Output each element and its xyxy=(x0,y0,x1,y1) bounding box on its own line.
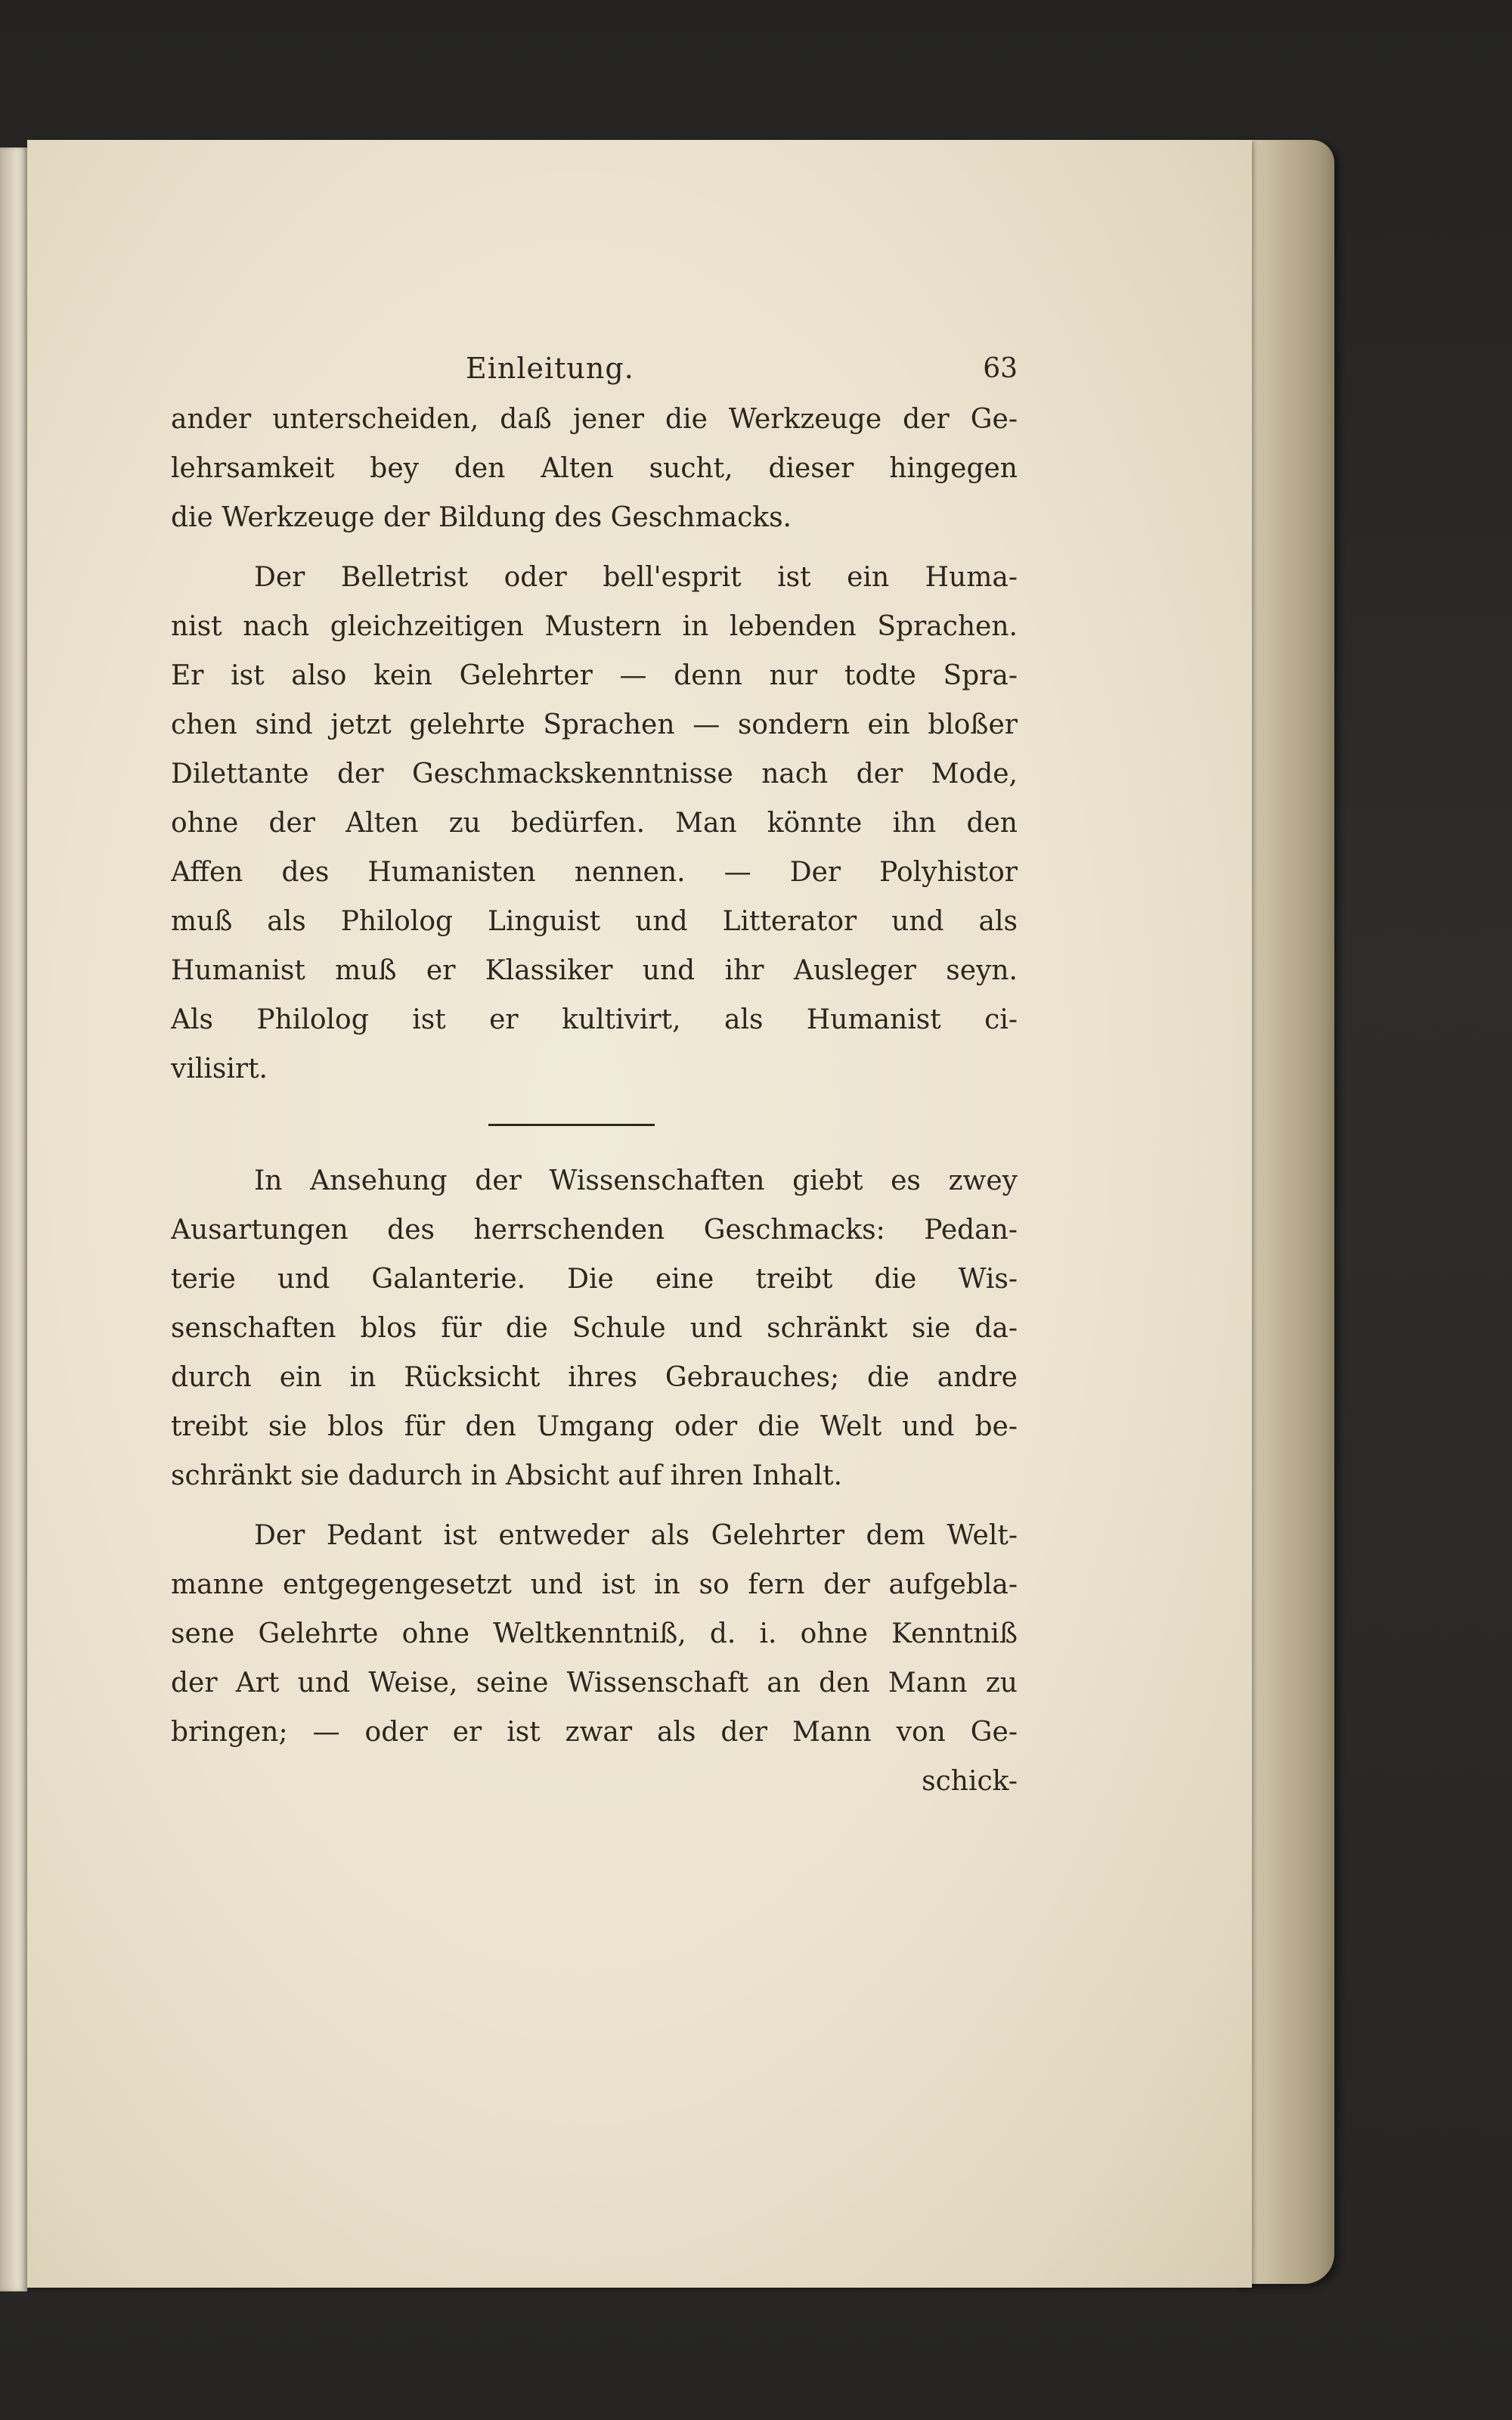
text-line: Dilettante der Geschmackskenntnisse nach der Mode, xyxy=(171,759,1018,790)
book-page xyxy=(27,140,1252,2288)
page-number: 63 xyxy=(983,353,1018,384)
paragraph-2 xyxy=(171,553,1018,1094)
text-line: sene Gelehrte ohne Weltkenntniß, d. i. ohne Kenntniß xyxy=(171,1618,1018,1649)
text-line: muß als Philolog Linguist und Litterator und als xyxy=(171,906,1018,937)
text-line: bringen; — oder er ist zwar als der Mann von Ge- xyxy=(171,1717,1018,1748)
catchword: schick- xyxy=(922,1766,1018,1797)
text-line: nist nach gleichzeitigen Mustern in lebenden Sprachen. xyxy=(171,611,1018,642)
text-line: ander unterscheiden, daß jener die Werkzeuge der Ge- xyxy=(171,404,1018,435)
text-line: chen sind jetzt gelehrte Sprachen — sondern ein bloßer xyxy=(171,709,1018,740)
text-line: Er ist also kein Gelehrter — denn nur todte Spra- xyxy=(171,660,1018,691)
text-line: Affen des Humanisten nennen. — Der Polyhistor xyxy=(171,857,1018,888)
text-line: Der Belletrist oder bell'esprit ist ein Huma- xyxy=(254,562,1018,593)
text-line: manne entgegengesetzt und ist in so fern der aufgebla- xyxy=(171,1569,1018,1600)
page-text xyxy=(171,344,1018,1817)
text-line: Ausartungen des herrschenden Geschmacks: Pedan- xyxy=(171,1215,1018,1246)
text-line: die Werkzeuge der Bildung des Geschmacks. xyxy=(171,502,792,533)
text-line: lehrsamkeit bey den Alten sucht, dieser hingegen xyxy=(171,453,1018,484)
text-line: Als Philolog ist er kultivirt, als Humanist ci- xyxy=(171,1004,1018,1035)
text-line: der Art und Weise, seine Wissenschaft an den Mann zu xyxy=(171,1668,1018,1699)
facing-page-edge xyxy=(0,147,27,2291)
section-divider xyxy=(488,1124,655,1126)
text-line: schränkt sie dadurch in Absicht auf ihren Inhalt. xyxy=(171,1460,843,1491)
running-head xyxy=(171,344,1018,393)
text-line: vilisirt. xyxy=(171,1053,268,1084)
paragraph-3 xyxy=(171,1156,1018,1500)
running-title: Einleitung. xyxy=(466,352,634,385)
text-line: In Ansehung der Wissenschaften giebt es zwey xyxy=(254,1165,1018,1196)
paragraph-4 xyxy=(171,1511,1018,1806)
text-line: Humanist muß er Klassiker und ihr Ausleger seyn. xyxy=(171,955,1018,986)
text-line: terie und Galanterie. Die eine treibt die Wis- xyxy=(171,1264,1018,1295)
text-line: durch ein in Rücksicht ihres Gebrauches; die andre xyxy=(171,1362,1018,1393)
text-line: treibt sie blos für den Umgang oder die Welt und be- xyxy=(171,1411,1018,1442)
text-line: senschaften blos für die Schule und schränkt sie da- xyxy=(171,1313,1018,1344)
text-line: ohne der Alten zu bedürfen. Man könnte ihn den xyxy=(171,808,1018,839)
paragraph-1 xyxy=(171,395,1018,542)
text-line: Der Pedant ist entweder als Gelehrter dem Welt- xyxy=(254,1520,1018,1551)
